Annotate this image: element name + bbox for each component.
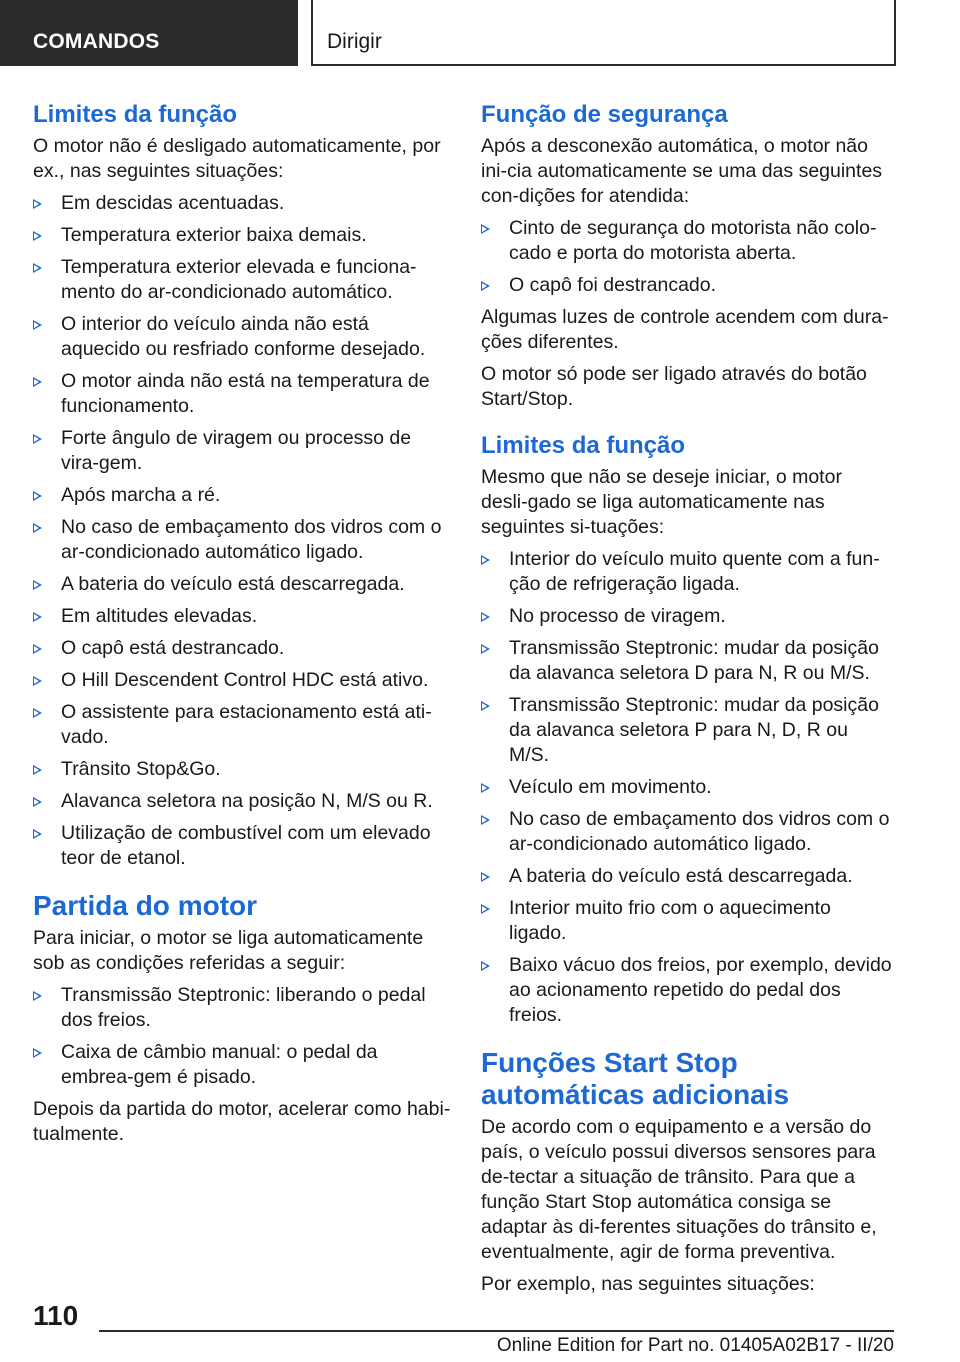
right-column	[481, 100, 893, 1304]
bullet-triangle-icon	[33, 231, 42, 241]
start-after: Depois da partida do motor, acelerar como habi-tualmente.	[33, 1098, 451, 1145]
list-item: Temperatura exterior elevada e funciona-mento do ar-condicionado automático.	[33, 255, 451, 305]
chapter-title: Dirigir	[327, 30, 382, 53]
bullet-triangle-icon	[481, 701, 490, 711]
list-item: Alavanca seletora na posição N, M/S ou R.	[33, 789, 451, 814]
list-item: Transmissão Steptronic: liberando o pedal dos freios.	[33, 983, 451, 1033]
list-item: Veículo em movimento.	[481, 775, 893, 800]
bullet-triangle-icon	[33, 491, 42, 501]
section-title: COMANDOS	[33, 30, 160, 53]
safety-paragraph-1: Algumas luzes de controle acendem com dura-ções diferentes.	[481, 306, 889, 353]
list-item: Em descidas acentuadas.	[33, 191, 451, 216]
chapter-box	[311, 0, 896, 66]
bullet-triangle-icon	[33, 523, 42, 533]
safety-list	[481, 216, 893, 298]
list-item: Transmissão Steptronic: mudar da posição da alavanca seletora D para N, R ou M/S.	[481, 636, 893, 686]
list-item: O motor ainda não está na temperatura de funcionamento.	[33, 369, 451, 419]
bullet-triangle-icon	[33, 829, 42, 839]
page-number: 110	[33, 1300, 79, 1331]
safety-paragraph-2: O motor só pode ser ligado através do botão Start/Stop.	[481, 363, 867, 410]
bullet-triangle-icon	[33, 612, 42, 622]
limits-heading: Limites da função	[33, 101, 238, 128]
list-item: O capô foi destrancado.	[481, 273, 893, 298]
bullet-triangle-icon	[481, 872, 490, 882]
limits-intro: O motor não é desligado automaticamente, por ex., nas seguintes situações:	[33, 135, 441, 182]
list-item: O interior do veículo ainda não está aquecido ou resfriado conforme desejado.	[33, 312, 451, 362]
left-column	[33, 100, 451, 1154]
list-item: Cinto de segurança do motorista não colo-cado e porta do motorista aberta.	[481, 216, 893, 266]
limits2-list	[481, 547, 893, 1028]
bullet-triangle-icon	[33, 320, 42, 330]
extra-paragraph-1: De acordo com o equipamento e a versão do país, o veículo possui diversos sensores para de-tectar a situação de trânsito. Para que a função Start Stop automática consiga se adaptar às di-ferentes situações do trânsito e, eventualmente, agir de forma preventiva.	[481, 1116, 877, 1263]
bullet-triangle-icon	[33, 1048, 42, 1058]
list-item: O Hill Descendent Control HDC está ativo.	[33, 668, 451, 693]
list-item: Baixo vácuo dos freios, por exemplo, devido ao acionamento repetido do pedal dos freios.	[481, 953, 893, 1028]
bullet-triangle-icon	[481, 904, 490, 914]
start-list	[33, 983, 451, 1090]
safety-heading: Função de segurança	[481, 101, 728, 128]
limits-list	[33, 191, 451, 871]
list-item: Em altitudes elevadas.	[33, 604, 451, 629]
bullet-triangle-icon	[481, 612, 490, 622]
bullet-triangle-icon	[33, 580, 42, 590]
section-tab	[0, 0, 298, 66]
bullet-triangle-icon	[33, 797, 42, 807]
bullet-triangle-icon	[33, 377, 42, 387]
list-item: Temperatura exterior baixa demais.	[33, 223, 451, 248]
bullet-triangle-icon	[33, 644, 42, 654]
list-item: Interior do veículo muito quente com a fun-ção de refrigeração ligada.	[481, 547, 893, 597]
limits2-heading: Limites da função	[481, 432, 686, 459]
extra-paragraph-2: Por exemplo, nas seguintes situações:	[481, 1273, 815, 1295]
bullet-triangle-icon	[33, 708, 42, 718]
list-item: Transmissão Steptronic: mudar da posição da alavanca seletora P para N, D, R ou M/S.	[481, 693, 893, 768]
bullet-triangle-icon	[481, 281, 490, 291]
start-intro: Para iniciar, o motor se liga automaticamente sob as condições referidas a seguir:	[33, 927, 424, 974]
list-item: O assistente para estacionamento está ati-vado.	[33, 700, 451, 750]
safety-intro: Após a desconexão automática, o motor não ini-cia automaticamente se uma das seguintes con-dições for atendida:	[481, 135, 883, 207]
extra-heading: Funções Start Stop automáticas adicionais	[481, 1047, 790, 1110]
list-item: Após marcha a ré.	[33, 483, 451, 508]
list-item: Caixa de câmbio manual: o pedal da embrea-gem é pisado.	[33, 1040, 451, 1090]
list-item: O capô está destrancado.	[33, 636, 451, 661]
page-header	[0, 0, 960, 66]
start-heading: Partida do motor	[33, 890, 258, 921]
bullet-triangle-icon	[481, 961, 490, 971]
bullet-triangle-icon	[33, 676, 42, 686]
list-item: No processo de viragem.	[481, 604, 893, 629]
list-item: Trânsito Stop&Go.	[33, 757, 451, 782]
edition-note: Online Edition for Part no. 01405A02B17 - II/20	[496, 1335, 894, 1356]
bullet-triangle-icon	[481, 555, 490, 565]
bullet-triangle-icon	[33, 263, 42, 273]
footer-divider	[99, 1330, 894, 1332]
list-item: Interior muito frio com o aquecimento ligado.	[481, 896, 893, 946]
bullet-triangle-icon	[33, 434, 42, 444]
list-item: Forte ângulo de viragem ou processo de vira-gem.	[33, 426, 451, 476]
limits2-intro: Mesmo que não se deseje iniciar, o motor desli-gado se liga automaticamente nas seguintes si-tuações:	[481, 466, 842, 538]
bullet-triangle-icon	[481, 815, 490, 825]
list-item: A bateria do veículo está descarregada.	[481, 864, 893, 889]
bullet-triangle-icon	[33, 765, 42, 775]
list-item: No caso de embaçamento dos vidros com o ar-condicionado automático ligado.	[481, 807, 893, 857]
bullet-triangle-icon	[481, 644, 490, 654]
list-item: A bateria do veículo está descarregada.	[33, 572, 451, 597]
bullet-triangle-icon	[33, 991, 42, 1001]
bullet-triangle-icon	[481, 783, 490, 793]
list-item: Utilização de combustível com um elevado teor de etanol.	[33, 821, 451, 871]
bullet-triangle-icon	[33, 199, 42, 209]
list-item: No caso de embaçamento dos vidros com o ar-condicionado automático ligado.	[33, 515, 451, 565]
bullet-triangle-icon	[481, 224, 490, 234]
